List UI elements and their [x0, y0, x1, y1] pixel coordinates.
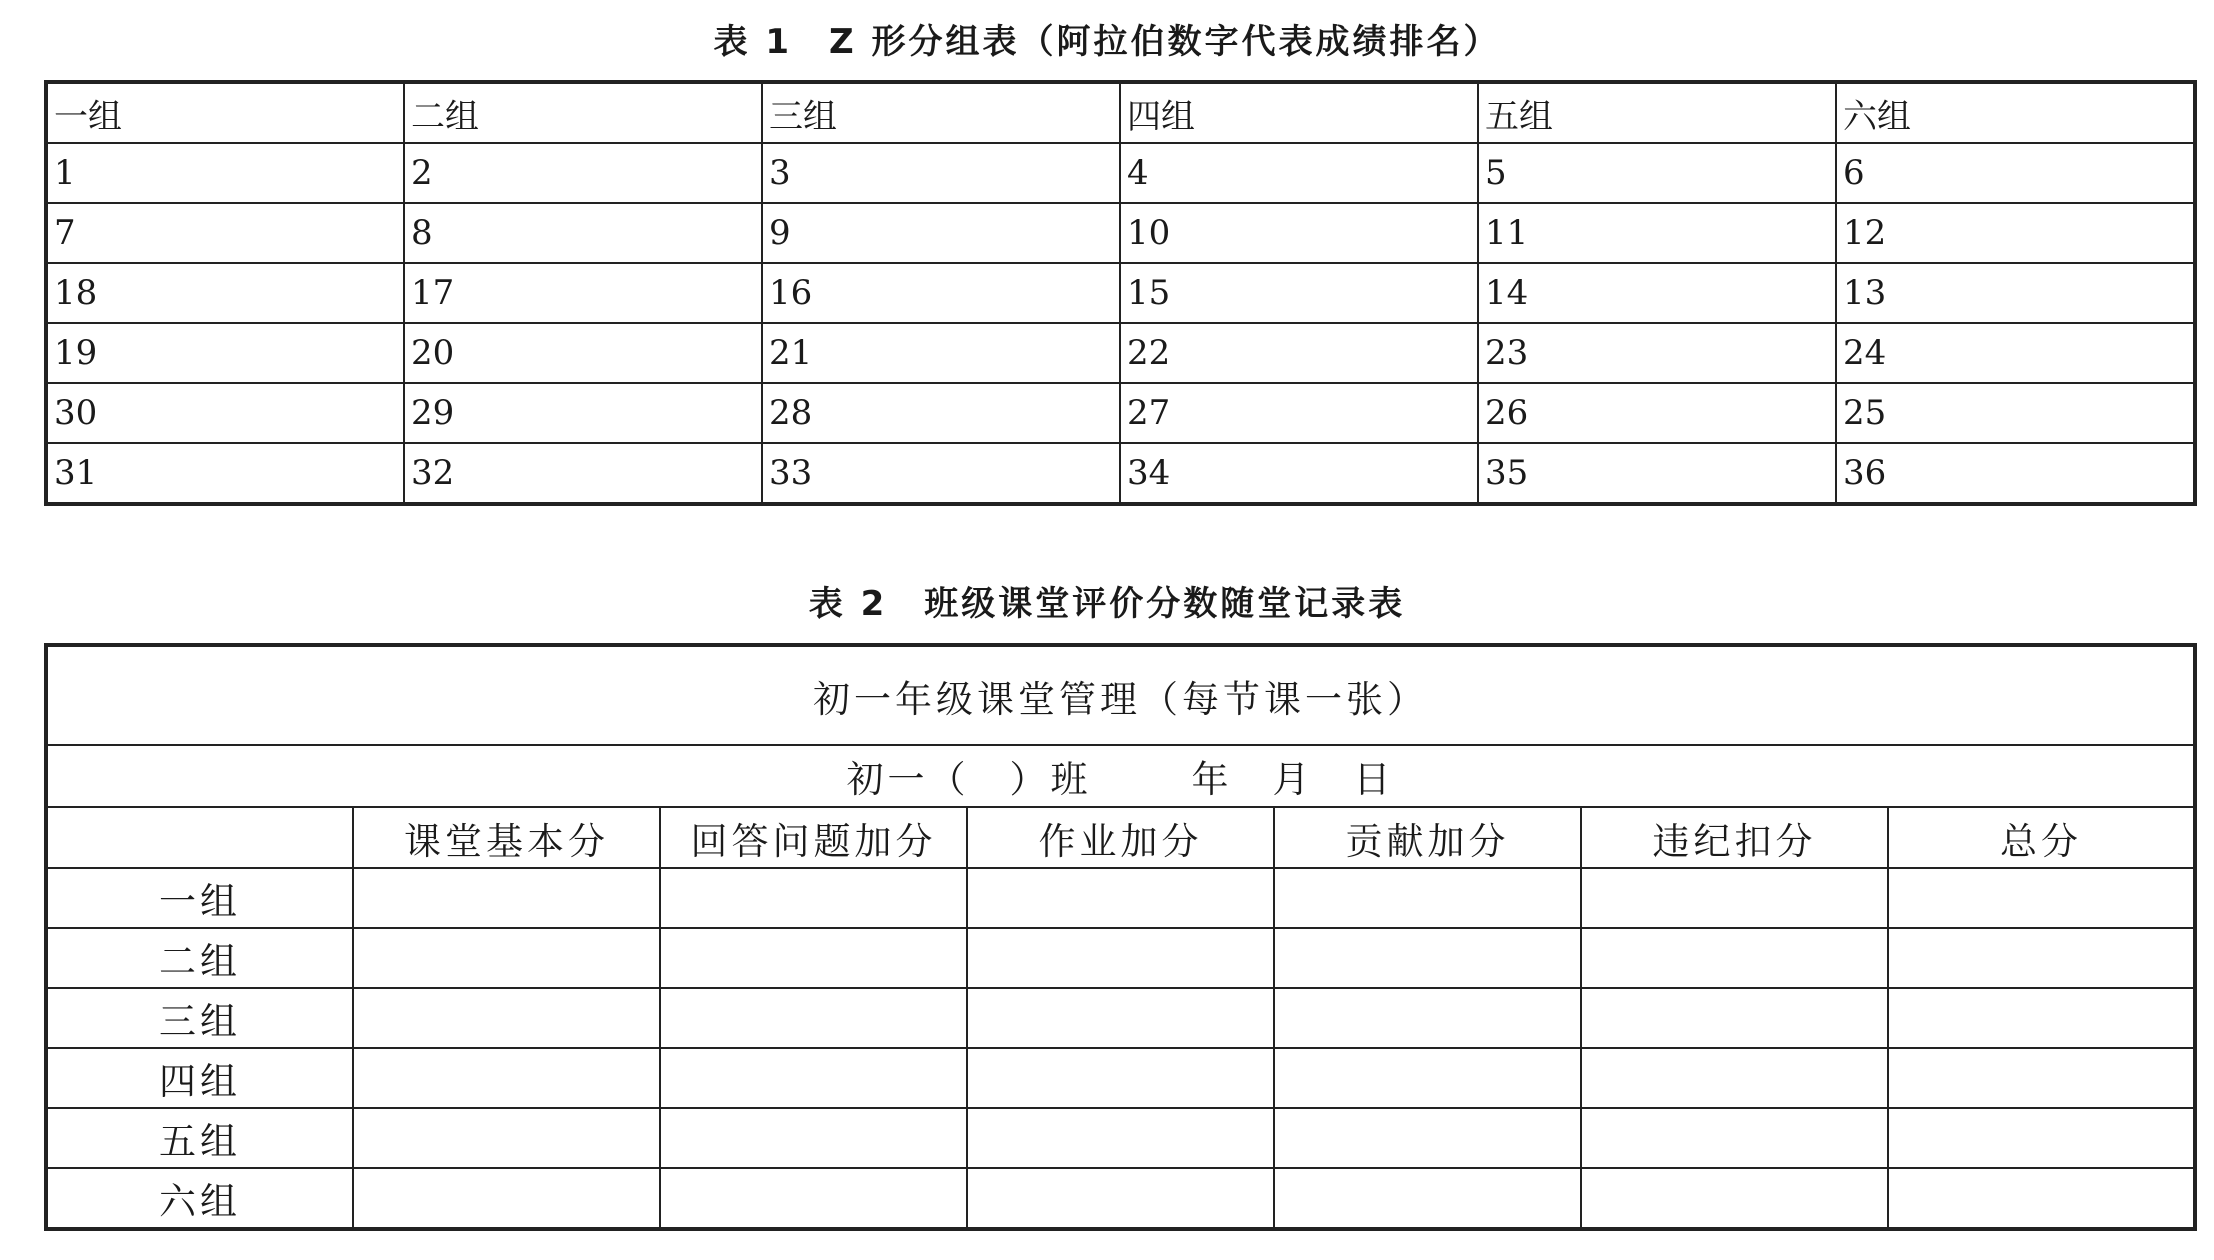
table1-row [46, 323, 2195, 383]
table2-group-row [46, 1108, 2195, 1168]
table1-row [46, 443, 2195, 504]
table2-header-cell: 作业加分 [967, 807, 1274, 868]
score-cell[interactable] [1888, 988, 2195, 1048]
table1-cell: 29 [404, 383, 762, 443]
table2-header-cell [46, 807, 353, 868]
score-cell[interactable] [1888, 1108, 2195, 1168]
table1-header-cell: 一组 [46, 82, 404, 143]
table1-cell: 7 [46, 203, 404, 263]
score-cell[interactable] [967, 1168, 1274, 1229]
month-label: 月 [1272, 758, 1314, 801]
table1-cell: 12 [1836, 203, 2195, 263]
score-cell[interactable] [967, 1048, 1274, 1108]
table1-cell: 14 [1478, 263, 1836, 323]
score-cell[interactable] [1888, 1168, 2195, 1229]
class-prefix: 初一（ [846, 758, 970, 801]
table2-header-cell: 课堂基本分 [353, 807, 660, 868]
score-cell[interactable] [967, 988, 1274, 1048]
group-label: 一组 [46, 868, 353, 928]
table1-cell: 1 [46, 143, 404, 203]
table2-title: 初一年级课堂管理（每节课一张） [46, 645, 2195, 745]
score-cell[interactable] [660, 928, 967, 988]
table1-cell: 20 [404, 323, 762, 383]
score-cell[interactable] [353, 988, 660, 1048]
table1-cell: 13 [1836, 263, 2195, 323]
table2-class-row [46, 745, 2195, 807]
table1-header-cell: 五组 [1478, 82, 1836, 143]
table2-header-cell: 总分 [1888, 807, 2195, 868]
table1-row [46, 263, 2195, 323]
table2-group-row [46, 928, 2195, 988]
table1-cell: 25 [1836, 383, 2195, 443]
score-cell[interactable] [1581, 868, 1888, 928]
table1-cell: 19 [46, 323, 404, 383]
score-cell[interactable] [1888, 1048, 2195, 1108]
table1-header-cell: 四组 [1120, 82, 1478, 143]
score-cell[interactable] [967, 928, 1274, 988]
classroom-score-table [44, 643, 2197, 1231]
score-cell[interactable] [660, 1168, 967, 1229]
table1-cell: 3 [762, 143, 1120, 203]
table1-cell: 21 [762, 323, 1120, 383]
score-cell[interactable] [1581, 928, 1888, 988]
table1-cell: 2 [404, 143, 762, 203]
z-grouping-table [44, 80, 2197, 506]
table1-row [46, 383, 2195, 443]
table1-cell: 34 [1120, 443, 1478, 504]
score-cell[interactable] [353, 928, 660, 988]
table1-cell: 28 [762, 383, 1120, 443]
class-suffix: ）班 [1009, 758, 1092, 801]
table1-header-cell: 二组 [404, 82, 762, 143]
table1-row [46, 203, 2195, 263]
table2-header-cell: 回答问题加分 [660, 807, 967, 868]
score-cell[interactable] [1274, 868, 1581, 928]
score-cell[interactable] [1274, 1048, 1581, 1108]
table2-caption: 表 2 班级课堂评价分数随堂记录表 [808, 584, 1406, 624]
table1-row [46, 143, 2195, 203]
table1-cell: 31 [46, 443, 404, 504]
score-cell[interactable] [660, 1108, 967, 1168]
group-label: 六组 [46, 1168, 353, 1229]
table2-group-row [46, 868, 2195, 928]
score-cell[interactable] [353, 1048, 660, 1108]
table1-cell: 33 [762, 443, 1120, 504]
table1-cell: 27 [1120, 383, 1478, 443]
table1-cell: 6 [1836, 143, 2195, 203]
table1-cell: 22 [1120, 323, 1478, 383]
table1-cell: 8 [404, 203, 762, 263]
score-cell[interactable] [1274, 988, 1581, 1048]
table1-header-cell: 三组 [762, 82, 1120, 143]
group-label: 三组 [46, 988, 353, 1048]
score-cell[interactable] [1274, 928, 1581, 988]
table1-cell: 16 [762, 263, 1120, 323]
class-date-line [46, 745, 2195, 807]
table2-header-cell: 违纪扣分 [1581, 807, 1888, 868]
table1-cell: 30 [46, 383, 404, 443]
table1-cell: 18 [46, 263, 404, 323]
table2-group-row [46, 1168, 2195, 1229]
year-label: 年 [1191, 758, 1233, 801]
table1-cell: 24 [1836, 323, 2195, 383]
score-cell[interactable] [353, 1168, 660, 1229]
table2-title-row [46, 645, 2195, 745]
table1-cell: 36 [1836, 443, 2195, 504]
table2-group-row [46, 1048, 2195, 1108]
day-label: 日 [1353, 758, 1395, 801]
score-cell[interactable] [1274, 1168, 1581, 1229]
table1-cell: 10 [1120, 203, 1478, 263]
score-cell[interactable] [1581, 1168, 1888, 1229]
table1-cell: 32 [404, 443, 762, 504]
score-cell[interactable] [660, 1048, 967, 1108]
table1-cell: 5 [1478, 143, 1836, 203]
score-cell[interactable] [660, 988, 967, 1048]
score-cell[interactable] [1581, 1108, 1888, 1168]
table2-header-cell: 贡献加分 [1274, 807, 1581, 868]
score-cell[interactable] [967, 868, 1274, 928]
table1-cell: 17 [404, 263, 762, 323]
table1-cell: 4 [1120, 143, 1478, 203]
table2-header-row [46, 807, 2195, 868]
score-cell[interactable] [353, 868, 660, 928]
group-label: 二组 [46, 928, 353, 988]
table1-cell: 35 [1478, 443, 1836, 504]
score-cell[interactable] [1581, 988, 1888, 1048]
table1-caption: 表 1 Z 形分组表（阿拉伯数字代表成绩排名） [713, 22, 1501, 62]
table1-cell: 23 [1478, 323, 1836, 383]
table2-group-row [46, 988, 2195, 1048]
table1-cell: 15 [1120, 263, 1478, 323]
table1-cell: 9 [762, 203, 1120, 263]
table1-header-cell: 六组 [1836, 82, 2195, 143]
score-cell[interactable] [1888, 928, 2195, 988]
group-label: 四组 [46, 1048, 353, 1108]
table1-cell: 11 [1478, 203, 1836, 263]
group-label: 五组 [46, 1108, 353, 1168]
score-cell[interactable] [1888, 868, 2195, 928]
score-cell[interactable] [660, 868, 967, 928]
score-cell[interactable] [967, 1108, 1274, 1168]
score-cell[interactable] [1274, 1108, 1581, 1168]
table1-cell: 26 [1478, 383, 1836, 443]
score-cell[interactable] [353, 1108, 660, 1168]
score-cell[interactable] [1581, 1048, 1888, 1108]
table1-header-row [46, 82, 2195, 143]
